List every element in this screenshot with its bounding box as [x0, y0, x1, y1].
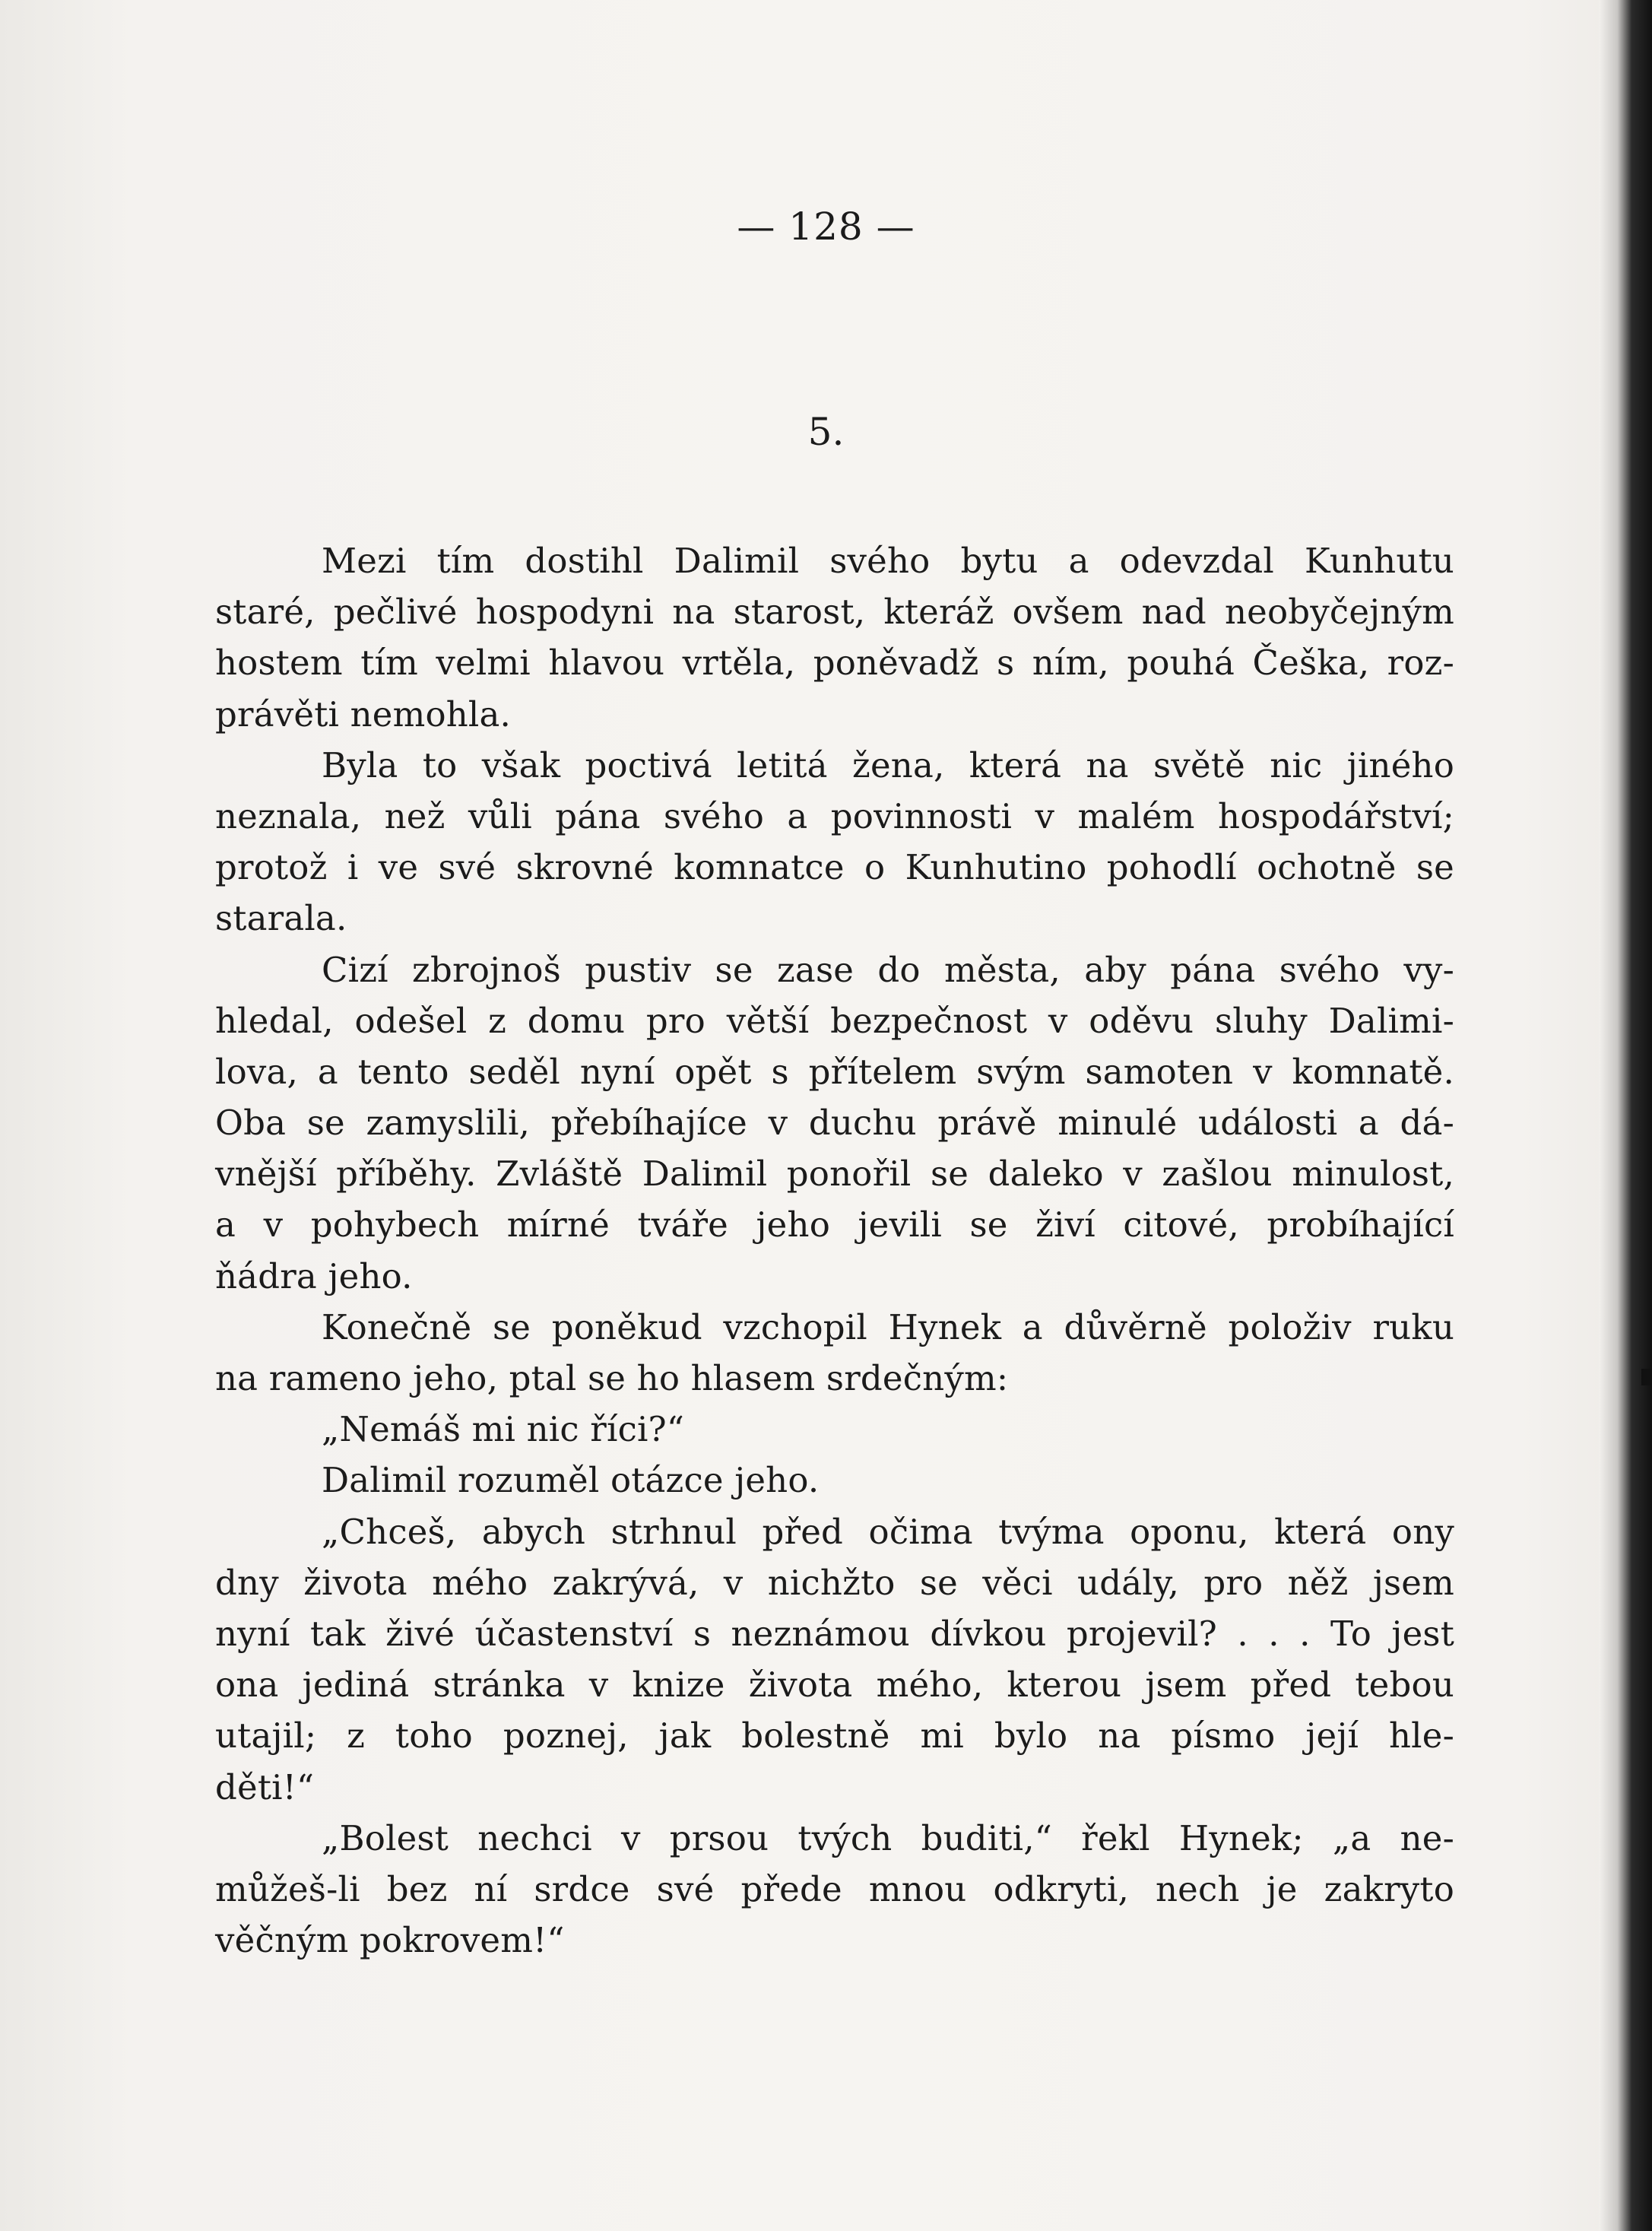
text-line: dny života mého zakrývá, v nichžto se věci udály, pro něž jsem [215, 1562, 1454, 1603]
text-line: „Nemáš mi nic říci?“ [322, 1409, 685, 1450]
page-number: — 128 — [737, 205, 915, 249]
text-line: můžeš-li bez ní srdce své přede mnou odkryti, nech je zakryto [215, 1868, 1454, 1909]
text-line: ňádra jeho. [215, 1255, 413, 1296]
text-line: ona jediná stránka v knize života mého, kterou jsem před tebou [215, 1665, 1454, 1706]
text-line: lova, a tento seděl nyní opět s přítelem svým samoten v komnatě. [215, 1051, 1454, 1092]
text-line: Oba se zamyslili, přebíhajíce v duchu právě minulé události a dá- [215, 1103, 1454, 1144]
text-line: věčným pokrovem!“ [215, 1920, 565, 1961]
text-line: na rameno jeho, ptal se ho hlasem srdečným: [215, 1358, 1009, 1398]
text-line: vnější příběhy. Zvláště Dalimil ponořil se daleko v zašlou minulost, [215, 1154, 1454, 1195]
chapter-number: 5. [807, 410, 845, 454]
page-edge-shadow [1599, 0, 1652, 2231]
text-line: staré, pečlivé hospodyni na starost, kteráž ovšem nad neobyčejným [215, 592, 1454, 633]
edge-mark [1641, 1369, 1652, 1385]
text-line: „Chceš, abych strhnul před očima tvýma oponu, která ony [322, 1511, 1454, 1552]
text-line: Cizí zbrojnoš pustiv se zase do města, aby pána svého vy- [322, 949, 1454, 990]
text-line: Dalimil rozuměl otázce jeho. [322, 1460, 820, 1501]
text-line: hledal, odešel z domu pro větší bezpečnost v oděvu sluhy Dalimi- [215, 1000, 1454, 1041]
text-line: protož i ve své skrovné komnatce o Kunhutino pohodlí ochotně se [215, 847, 1454, 888]
text-line: utajil; z toho poznej, jak bolestně mi bylo na písmo její hle- [215, 1715, 1454, 1757]
text-line: a v pohybech mírné tváře jeho jevili se živí citové, probíhající [215, 1204, 1454, 1246]
text-line: právěti nemohla. [215, 693, 512, 735]
text-line: Mezi tím dostihl Dalimil svého bytu a odevzdal Kunhutu [322, 541, 1454, 581]
text-line: „Bolest nechci v prsou tvých buditi,“ řekl Hynek; „a ne- [322, 1817, 1454, 1858]
text-line: Konečně se poněkud vzchopil Hynek a důvěrně položiv ruku [322, 1306, 1454, 1347]
text-line: Byla to však poctivá letitá žena, která na světě nic jiného [322, 744, 1454, 785]
text-line: starala. [215, 898, 347, 939]
text-line: neznala, než vůli pána svého a povinnosti v malém hospodářství; [215, 795, 1454, 836]
body-text [215, 535, 1454, 1966]
text-line: nyní tak živé účastenství s neznámou dívkou projevil? . . . To jest [215, 1613, 1454, 1654]
text-line: hostem tím velmi hlavou vrtěla, poněvadž s ním, pouhá Češka, roz- [215, 643, 1454, 684]
text-line: děti!“ [215, 1766, 315, 1807]
